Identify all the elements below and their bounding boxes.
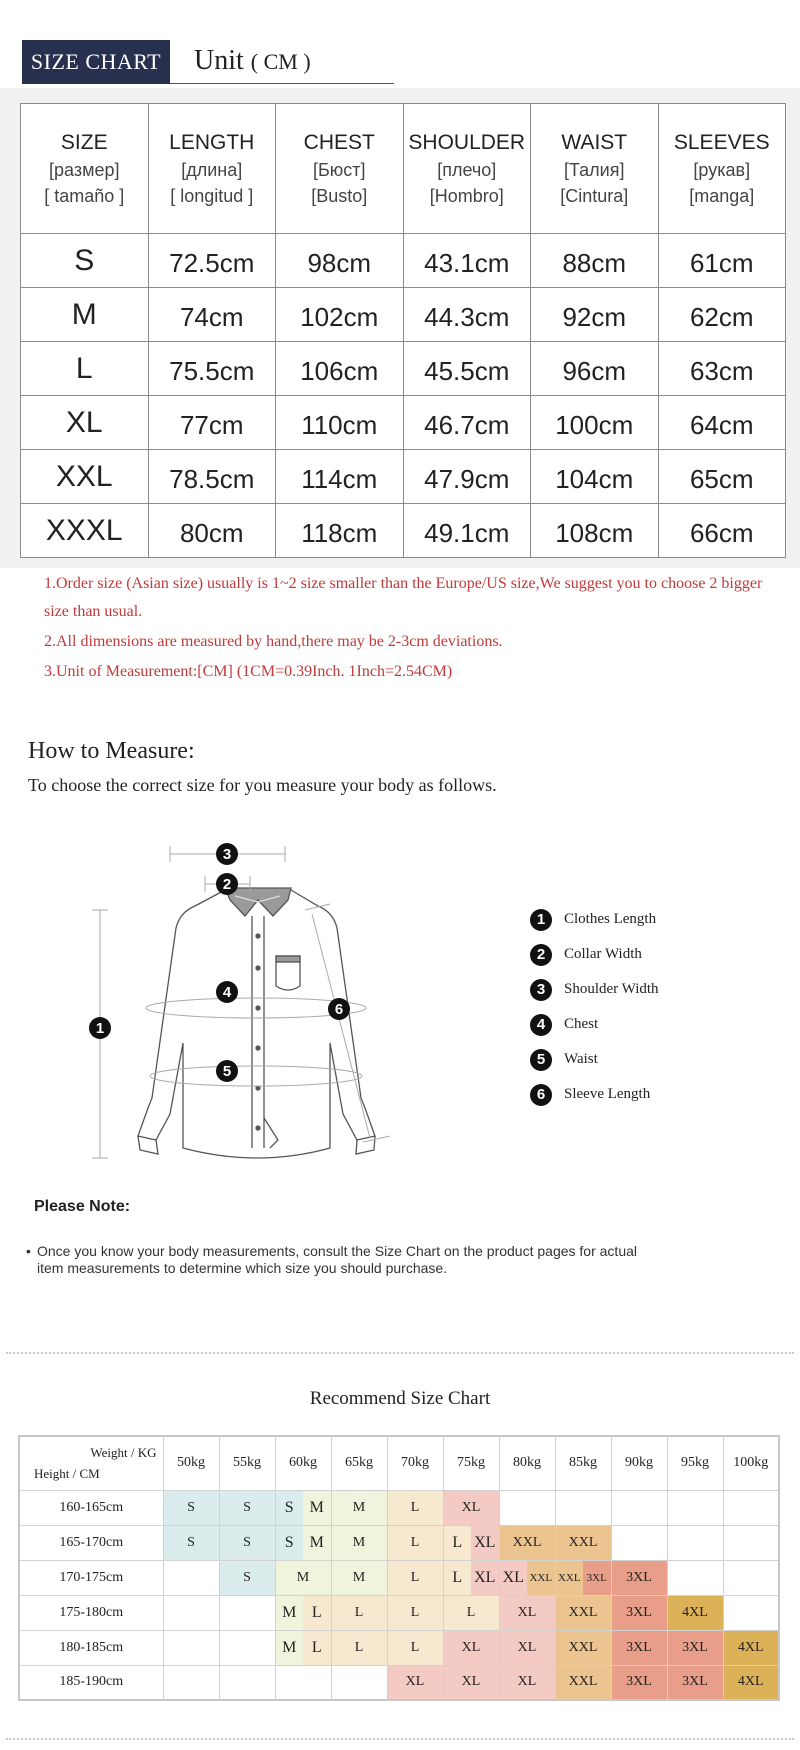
empty-cell	[667, 1560, 723, 1595]
legend-item-shoulder-width: 3 Shoulder Width	[530, 972, 770, 1007]
table-row	[21, 396, 786, 450]
empty-cell	[723, 1490, 779, 1525]
waist-cell: 96cm	[531, 342, 659, 396]
sleeves-cell: 65cm	[658, 450, 786, 504]
size-notes	[44, 570, 764, 688]
table-row	[19, 1525, 779, 1560]
weight-header: 50kg	[163, 1436, 219, 1490]
weight-header: 60kg	[275, 1436, 331, 1490]
number-2-icon: 2	[530, 944, 552, 966]
table-row	[21, 288, 786, 342]
legend-item-waist: 5 Waist	[530, 1042, 770, 1077]
sleeves-cell: 61cm	[658, 234, 786, 288]
size-cell: XXL	[555, 1595, 611, 1630]
empty-cell	[275, 1665, 331, 1700]
shirt-drawing	[138, 888, 375, 1158]
note-3: 3.Unit of Measurement:[CM] (1CM=0.39Inch. 1Inch=2.54CM)	[44, 663, 453, 680]
size-cell: XXL	[555, 1525, 611, 1560]
table-row	[19, 1560, 779, 1595]
size-cell: L	[331, 1630, 387, 1665]
empty-cell	[219, 1630, 275, 1665]
shoulder-cell: 43.1cm	[403, 234, 531, 288]
note-1: 1.Order size (Asian size) usually is 1~2 size smaller than the Europe/US size,We suggest you to choose 2 bigger size than usual.	[44, 575, 763, 620]
size-cell: 4XL	[723, 1630, 779, 1665]
size-cell: XL	[387, 1665, 443, 1700]
size-cell: S	[163, 1525, 219, 1560]
size-cell: M L	[275, 1630, 331, 1665]
height-header: 165-170cm	[19, 1525, 163, 1560]
marker-3: 3	[222, 846, 232, 863]
shoulder-cell: 49.1cm	[403, 504, 531, 558]
unit-value: ( CM )	[250, 49, 311, 74]
size-cell: L	[443, 1595, 499, 1630]
sleeves-cell: 63cm	[658, 342, 786, 396]
empty-cell	[555, 1490, 611, 1525]
size-cell: XL	[443, 1665, 499, 1700]
size-cell: S	[219, 1525, 275, 1560]
size-cell: S	[21, 234, 149, 288]
size-cell: S	[219, 1560, 275, 1595]
empty-cell	[667, 1525, 723, 1560]
size-cell: 4XL	[667, 1595, 723, 1630]
legend-item-collar-width: 2 Collar Width	[530, 937, 770, 972]
marker-5: 5	[222, 1063, 232, 1080]
empty-cell	[611, 1490, 667, 1525]
size-chart-header	[22, 40, 394, 84]
chest-cell: 98cm	[276, 234, 404, 288]
header-size: SIZE [размер] [ tamaño ]	[21, 104, 149, 234]
weight-header: 65kg	[331, 1436, 387, 1490]
chest-cell: 114cm	[276, 450, 404, 504]
shoulder-cell: 46.7cm	[403, 396, 531, 450]
please-note-title: Please Note:	[34, 1198, 131, 1215]
length-cell: 80cm	[148, 504, 276, 558]
legend-item-chest: 4 Chest	[530, 1007, 770, 1042]
recommend-title: Recommend Size Chart	[309, 1388, 491, 1409]
header-sleeves: SLEEVES [рукав] [manga]	[658, 104, 786, 234]
size-cell: L	[21, 342, 149, 396]
height-header: 180-185cm	[19, 1630, 163, 1665]
marker-6: 6	[334, 1001, 344, 1018]
marker-2: 2	[222, 876, 232, 893]
size-cell: 3XL	[667, 1665, 723, 1700]
size-cell: M	[331, 1560, 387, 1595]
weight-header: 70kg	[387, 1436, 443, 1490]
table-row	[19, 1490, 779, 1525]
marker-1: 1	[95, 1020, 105, 1037]
size-table	[20, 103, 786, 558]
empty-cell	[611, 1525, 667, 1560]
size-cell: XL	[499, 1595, 555, 1630]
number-5-icon: 5	[530, 1049, 552, 1071]
waist-cell: 100cm	[531, 396, 659, 450]
divider	[6, 1738, 794, 1740]
number-1-icon: 1	[530, 909, 552, 931]
empty-cell	[163, 1595, 219, 1630]
size-cell: XXL 3XL	[555, 1560, 611, 1595]
size-cell: XL	[499, 1665, 555, 1700]
sleeves-cell: 66cm	[658, 504, 786, 558]
size-cell: XXL	[555, 1665, 611, 1700]
recommend-header-row	[19, 1436, 779, 1490]
table-row	[19, 1665, 779, 1700]
height-header: 160-165cm	[19, 1490, 163, 1525]
size-cell: M	[331, 1525, 387, 1560]
height-header: 175-180cm	[19, 1595, 163, 1630]
table-row	[19, 1630, 779, 1665]
size-table-header-row	[21, 104, 786, 234]
chest-cell: 102cm	[276, 288, 404, 342]
empty-cell	[723, 1560, 779, 1595]
weight-header: 55kg	[219, 1436, 275, 1490]
size-cell: S M	[275, 1490, 331, 1525]
measure-legend	[530, 902, 770, 1112]
table-row	[21, 504, 786, 558]
header-length: LENGTH [длина] [ longitud ]	[148, 104, 276, 234]
header-waist: WAIST [Талия] [Cintura]	[531, 104, 659, 234]
measure-markers	[89, 843, 350, 1082]
how-to-measure-subtitle: To choose the correct size for you measure your body as follows.	[28, 775, 497, 795]
empty-cell	[723, 1525, 779, 1560]
please-note-text: • Once you know your body measurements, consult the Size Chart on the product pages for actual item measurements to determine which size you should purchase.	[26, 1243, 637, 1276]
empty-cell	[499, 1490, 555, 1525]
size-cell: L XL	[443, 1560, 499, 1595]
size-cell: S	[163, 1490, 219, 1525]
table-row	[21, 450, 786, 504]
size-cell: L	[387, 1490, 443, 1525]
size-cell: M	[331, 1490, 387, 1525]
number-6-icon: 6	[530, 1084, 552, 1106]
size-cell: 3XL	[611, 1560, 667, 1595]
weight-header: 80kg	[499, 1436, 555, 1490]
unit-label-text: Unit	[194, 45, 244, 76]
size-cell: 3XL	[611, 1630, 667, 1665]
waist-cell: 104cm	[531, 450, 659, 504]
size-cell: XL	[21, 396, 149, 450]
chest-cell: 118cm	[276, 504, 404, 558]
size-cell: XL XXL	[499, 1560, 555, 1595]
number-4-icon: 4	[530, 1014, 552, 1036]
size-cell: L	[387, 1525, 443, 1560]
size-cell: XXL	[499, 1525, 555, 1560]
empty-cell	[331, 1665, 387, 1700]
size-cell: 4XL	[723, 1665, 779, 1700]
length-cell: 72.5cm	[148, 234, 276, 288]
size-cell: 3XL	[611, 1595, 667, 1630]
size-cell: M	[21, 288, 149, 342]
weight-header: 100kg	[723, 1436, 779, 1490]
waist-cell: 108cm	[531, 504, 659, 558]
size-cell: XXL	[21, 450, 149, 504]
shirt-measure-diagram	[80, 818, 460, 1178]
size-cell: XL	[443, 1490, 499, 1525]
weight-header: 95kg	[667, 1436, 723, 1490]
bullet-icon: •	[26, 1243, 31, 1259]
size-cell: M L	[275, 1595, 331, 1630]
size-cell: XXXL	[21, 504, 149, 558]
waist-cell: 88cm	[531, 234, 659, 288]
length-cell: 75.5cm	[148, 342, 276, 396]
number-3-icon: 3	[530, 979, 552, 1001]
size-cell: M	[275, 1560, 331, 1595]
note-2: 2.All dimensions are measured by hand,there may be 2-3cm deviations.	[44, 633, 503, 650]
length-cell: 78.5cm	[148, 450, 276, 504]
size-cell: S M	[275, 1525, 331, 1560]
legend-item-clothes-length: 1 Clothes Length	[530, 902, 770, 937]
size-cell: XXL	[555, 1630, 611, 1665]
size-cell: 3XL	[667, 1630, 723, 1665]
size-cell: XL	[499, 1630, 555, 1665]
corner-cell: Weight / KG Height / CM	[19, 1436, 163, 1490]
empty-cell	[163, 1665, 219, 1700]
height-header: 170-175cm	[19, 1560, 163, 1595]
weight-header: 90kg	[611, 1436, 667, 1490]
table-row	[21, 342, 786, 396]
recommend-size-table	[18, 1435, 780, 1701]
header-chest: CHEST [Бюст] [Busto]	[276, 104, 404, 234]
chest-cell: 110cm	[276, 396, 404, 450]
weight-header: 75kg	[443, 1436, 499, 1490]
length-cell: 74cm	[148, 288, 276, 342]
size-cell: XL	[443, 1630, 499, 1665]
sleeves-cell: 64cm	[658, 396, 786, 450]
divider	[6, 1352, 794, 1354]
chest-cell: 106cm	[276, 342, 404, 396]
size-cell: L	[331, 1595, 387, 1630]
unit-label	[194, 40, 311, 84]
length-cell: 77cm	[148, 396, 276, 450]
how-to-measure-title: How to Measure:	[28, 738, 195, 764]
empty-cell	[667, 1490, 723, 1525]
size-cell: 3XL	[611, 1665, 667, 1700]
size-cell: L XL	[443, 1525, 499, 1560]
waist-cell: 92cm	[531, 288, 659, 342]
size-cell: S	[219, 1490, 275, 1525]
header-shoulder: SHOULDER [плечо] [Hombro]	[403, 104, 531, 234]
weight-header: 85kg	[555, 1436, 611, 1490]
shoulder-cell: 47.9cm	[403, 450, 531, 504]
empty-cell	[163, 1560, 219, 1595]
empty-cell	[219, 1595, 275, 1630]
marker-4: 4	[222, 984, 232, 1001]
sleeves-cell: 62cm	[658, 288, 786, 342]
size-cell: L	[387, 1630, 443, 1665]
size-cell: L	[387, 1560, 443, 1595]
shoulder-cell: 44.3cm	[403, 288, 531, 342]
empty-cell	[163, 1630, 219, 1665]
size-cell: L	[387, 1595, 443, 1630]
table-row	[21, 234, 786, 288]
shoulder-cell: 45.5cm	[403, 342, 531, 396]
size-chart-badge: SIZE CHART	[22, 40, 170, 84]
height-header: 185-190cm	[19, 1665, 163, 1700]
table-row	[19, 1595, 779, 1630]
empty-cell	[219, 1665, 275, 1700]
empty-cell	[723, 1595, 779, 1630]
legend-item-sleeve-length: 6 Sleeve Length	[530, 1077, 770, 1112]
